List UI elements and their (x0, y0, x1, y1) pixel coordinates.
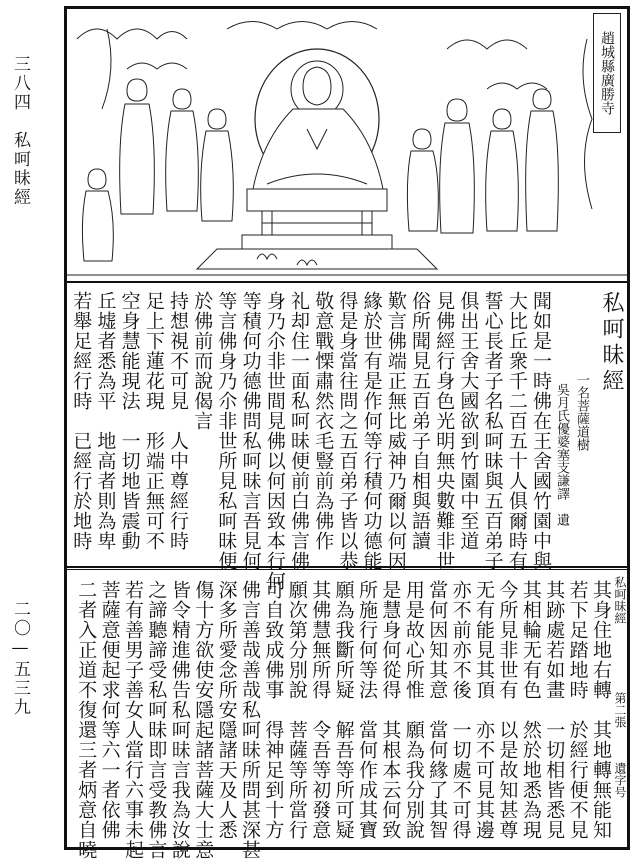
text-column: 二者入正道不復還三者炳意自曉 (75, 580, 98, 860)
text-column: 之諦聽諦受私呵昧即言受教佛言 (145, 580, 168, 860)
text-column: 得是身當往問之五百弟子皆以恭 (336, 291, 359, 571)
text-column: 願次第分別說 菩薩等所當行 (285, 580, 308, 840)
text-column: 誓心長者子名私呵昧與五百弟子 (481, 291, 504, 571)
text-column: 當何因知其意 當何緣了其智 (426, 580, 449, 840)
text-column: 无有能見其頂 亦不可見其邊 (473, 580, 495, 840)
text-column: 可自致成佛事 得神足到十方 (262, 580, 285, 840)
text-column: 深多所愛念所安隱諸天及人悉 (215, 580, 238, 840)
text-column: 歎言佛端正無比威神乃爾以何因 (384, 291, 407, 571)
text-column: 礼却住一面私呵昧便前白佛言佛 (288, 291, 310, 571)
text-column: 等言佛身乃尒非世所見私呵昧便 (215, 291, 238, 571)
text-column: 所施行何等法 當何作成其寶 (356, 580, 378, 840)
illustration-caption: 趙城縣廣勝寺 (593, 13, 621, 133)
sheet-title: 私呵昧經 (613, 576, 627, 624)
sheet-number: 第二張 (613, 692, 627, 728)
frontispiece-illustration (67, 9, 627, 283)
text-column: 佛言善哉善哉私呵昧所問甚深甚 (239, 580, 261, 860)
text-column: 緣於世有是作何等行積何功德能 (360, 291, 383, 571)
lower-text-block (67, 572, 627, 860)
text-column: 是慧身何從得 其根本云何致 (379, 580, 402, 840)
upper-text-block (67, 283, 627, 591)
text-column: 若舉足經行時 已經行於地時 (70, 291, 93, 551)
text-column: 身乃尒非世間見佛以何因致本行何 (263, 291, 286, 591)
translator-line-1: 一名菩薩道樹 (574, 373, 589, 451)
section-divider-thin (67, 569, 627, 570)
text-column: 今所見非世有 以是故知甚尊 (496, 580, 519, 840)
sheet-mark: 遺字号 (613, 762, 627, 798)
text-column: 持想視不可見 人中尊經行時 (167, 291, 189, 551)
text-column: 於佛前而說偈言 (191, 291, 214, 431)
sutra-title: 私呵昧經 (599, 291, 624, 395)
margin-page-number: 二〇—五三九 (10, 600, 30, 717)
margin-volume-label: 三八四 私呵昧經 (10, 55, 30, 207)
text-column: 大比丘衆千二百五十人俱爾時有 (505, 291, 528, 571)
section-divider (67, 566, 627, 568)
text-column: 用是故心所惟 願為我分別說 (402, 580, 425, 840)
text-column: 願為我斷所疑 解吾等所可疑 (332, 580, 355, 840)
text-column: 其跡處若如畫 一切相皆悉見 (543, 580, 566, 840)
text-column: 亦不前亦不後 一切處不可得 (449, 580, 472, 840)
text-column: 空身慧能現法 一切地皆震動 (118, 291, 141, 551)
text-column: 菩薩意便起求何等六一者依佛 (98, 580, 121, 840)
buddha-assembly-drawing (67, 9, 627, 283)
text-column: 傷十方欲使安隱起諸菩薩大士意 (192, 580, 215, 860)
text-column: 其佛慧無所得 令吾等初發意 (309, 580, 332, 840)
text-column: 俱出王舍大國欲到竹園中至道 (457, 291, 480, 551)
sheet-header (612, 576, 629, 624)
text-column: 若有善男子善女人當行六事未起 (122, 580, 144, 860)
text-column: 丘墟者悉為平 地高者則為卑 (94, 291, 117, 551)
text-column: 若下足踏地時 於經行便不見 (566, 580, 589, 840)
text-column: 敬意戰慄肅然衣毛豎前為佛作 (312, 291, 335, 551)
translator-line-2: 吳月氏優婆塞支謙譯 (554, 383, 569, 500)
text-column: 皆令精進佛告私呵昧言我為汝說 (168, 580, 191, 860)
text-column: 俗所聞見五百弟子自相與語讀 (409, 291, 431, 551)
text-column: 聞如是一時佛在王舍國竹園中與 (530, 291, 552, 571)
text-column: 等積何功德佛問私呵昧言吾見何 (239, 291, 262, 571)
text-column: 見佛經行身色光明無央數難非世 (433, 291, 456, 571)
text-column: 足上下蓮花現 形端正無可不 (142, 291, 165, 551)
seal-mark: 遺 (554, 513, 569, 526)
text-column: 其身住地右轉 其地轉無能知 (590, 580, 612, 840)
text-column: 其相輪无有色 然於地悉為現 (519, 580, 542, 840)
